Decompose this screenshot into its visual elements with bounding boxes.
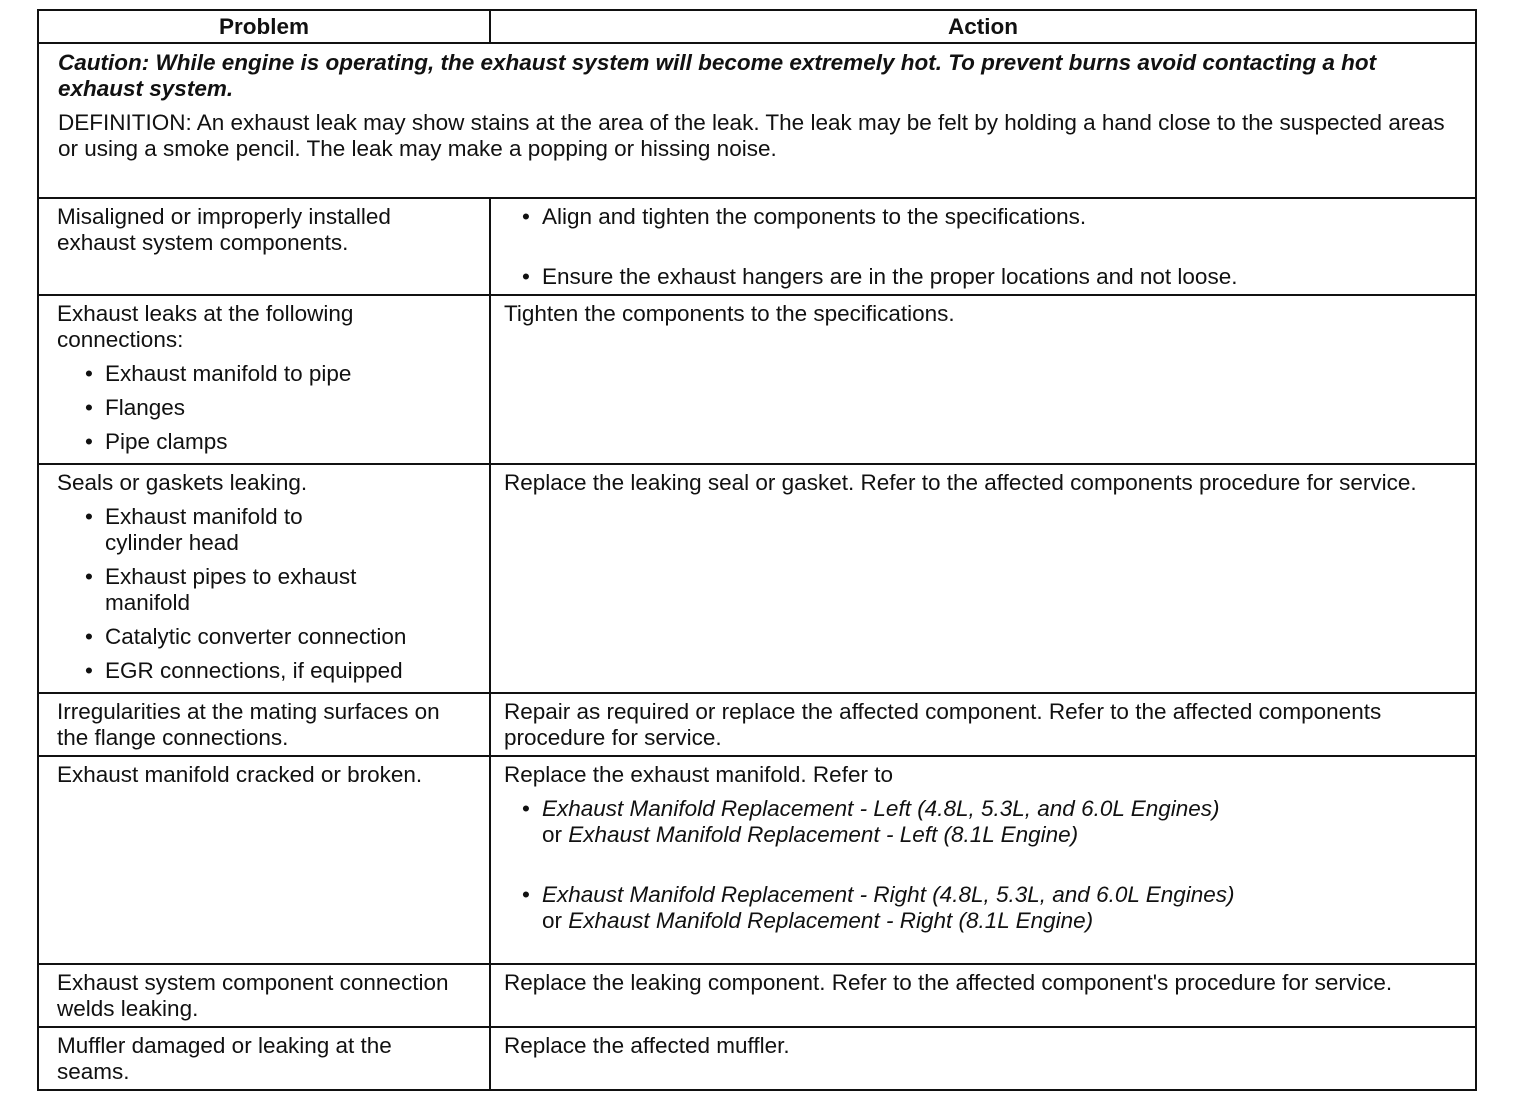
action-bullet-list: [504, 204, 1463, 290]
action-text: Replace the leaking component. Refer to the affected component's procedure for service.: [504, 970, 1393, 995]
exhaust-leak-diagnostic-table: [37, 9, 1477, 1091]
table-row: [38, 693, 1476, 756]
procedure-reference: Exhaust Manifold Replacement - Right (8.1L Engine): [568, 908, 1094, 933]
list-item: • Exhaust pipes to exhaust manifold: [105, 564, 395, 616]
action-cell: [490, 756, 1476, 964]
action-text: Replace the exhaust manifold. Refer to: [504, 762, 893, 787]
action-reference-list: [504, 796, 1463, 934]
list-item: [542, 882, 1463, 934]
procedure-reference: Exhaust Manifold Replacement - Left (8.1L Engine): [568, 822, 1079, 847]
or-text: or: [542, 822, 563, 847]
procedure-reference: Exhaust Manifold Replacement - Right (4.8L, 5.3L, and 6.0L Engines): [542, 882, 1235, 907]
problem-bullet-list: [57, 504, 425, 684]
action-text: Replace the affected muffler.: [504, 1033, 790, 1058]
caution-cell: [38, 43, 1476, 198]
action-text: Replace the leaking seal or gasket. Refer to the affected components procedure for service.: [504, 470, 1417, 495]
list-item: • Exhaust manifold to pipe: [105, 361, 471, 387]
problem-cell: [38, 464, 490, 693]
problem-bullet-list: [57, 361, 471, 455]
problem-cell: [38, 1027, 490, 1090]
list-item: • Align and tighten the components to the specifications.: [542, 204, 1463, 230]
problem-text: Irregularities at the mating surfaces on the flange connections.: [57, 699, 440, 750]
action-text: Tighten the components to the specifications.: [504, 301, 955, 326]
table-row: [38, 198, 1476, 295]
table-row: [38, 1027, 1476, 1090]
action-cell: [490, 693, 1476, 756]
problem-text: Exhaust leaks at the following connections:: [57, 301, 354, 352]
problem-cell: [38, 295, 490, 464]
table-row: [38, 295, 1476, 464]
problem-cell: [38, 693, 490, 756]
table-header-row: [38, 10, 1476, 43]
caution-text: Caution: While engine is operating, the exhaust system will become extremely hot. To prevent burns avoid contacting a hot exhaust system.: [58, 50, 1377, 101]
caution-row: [38, 43, 1476, 198]
problem-cell: [38, 198, 490, 295]
table-row: [38, 756, 1476, 964]
table-row: [38, 964, 1476, 1027]
problem-column-header: Problem: [38, 10, 490, 43]
or-text: or: [542, 908, 563, 933]
list-item: • EGR connections, if equipped: [105, 658, 425, 684]
problem-text: Seals or gaskets leaking.: [57, 470, 308, 495]
table-row: [38, 464, 1476, 693]
problem-text: Exhaust system component connection welds leaking.: [57, 970, 449, 1021]
list-item: [542, 796, 1463, 848]
action-cell: [490, 295, 1476, 464]
problem-text: Muffler damaged or leaking at the seams.: [57, 1033, 392, 1084]
list-item: • Flanges: [105, 395, 471, 421]
action-text: Repair as required or replace the affected component. Refer to the affected components procedure for service.: [504, 699, 1382, 750]
list-item: • Ensure the exhaust hangers are in the proper locations and not loose.: [542, 264, 1463, 290]
problem-text: Misaligned or improperly installed exhaust system components.: [57, 204, 391, 255]
problem-cell: [38, 964, 490, 1027]
action-cell: [490, 198, 1476, 295]
definition-text: DEFINITION: An exhaust leak may show stains at the area of the leak. The leak may be felt by holding a hand close to the suspected areas or using a smoke pencil. The leak may make a popping or hissing noise.: [58, 110, 1445, 161]
problem-text: Exhaust manifold cracked or broken.: [57, 762, 423, 787]
list-item: • Pipe clamps: [105, 429, 471, 455]
action-cell: [490, 464, 1476, 693]
action-column-header: Action: [490, 10, 1476, 43]
list-item: • Catalytic converter connection: [105, 624, 425, 650]
action-cell: [490, 1027, 1476, 1090]
list-item: • Exhaust manifold to cylinder head: [105, 504, 335, 556]
procedure-reference: Exhaust Manifold Replacement - Left (4.8L, 5.3L, and 6.0L Engines): [542, 796, 1220, 821]
problem-cell: [38, 756, 490, 964]
action-cell: [490, 964, 1476, 1027]
